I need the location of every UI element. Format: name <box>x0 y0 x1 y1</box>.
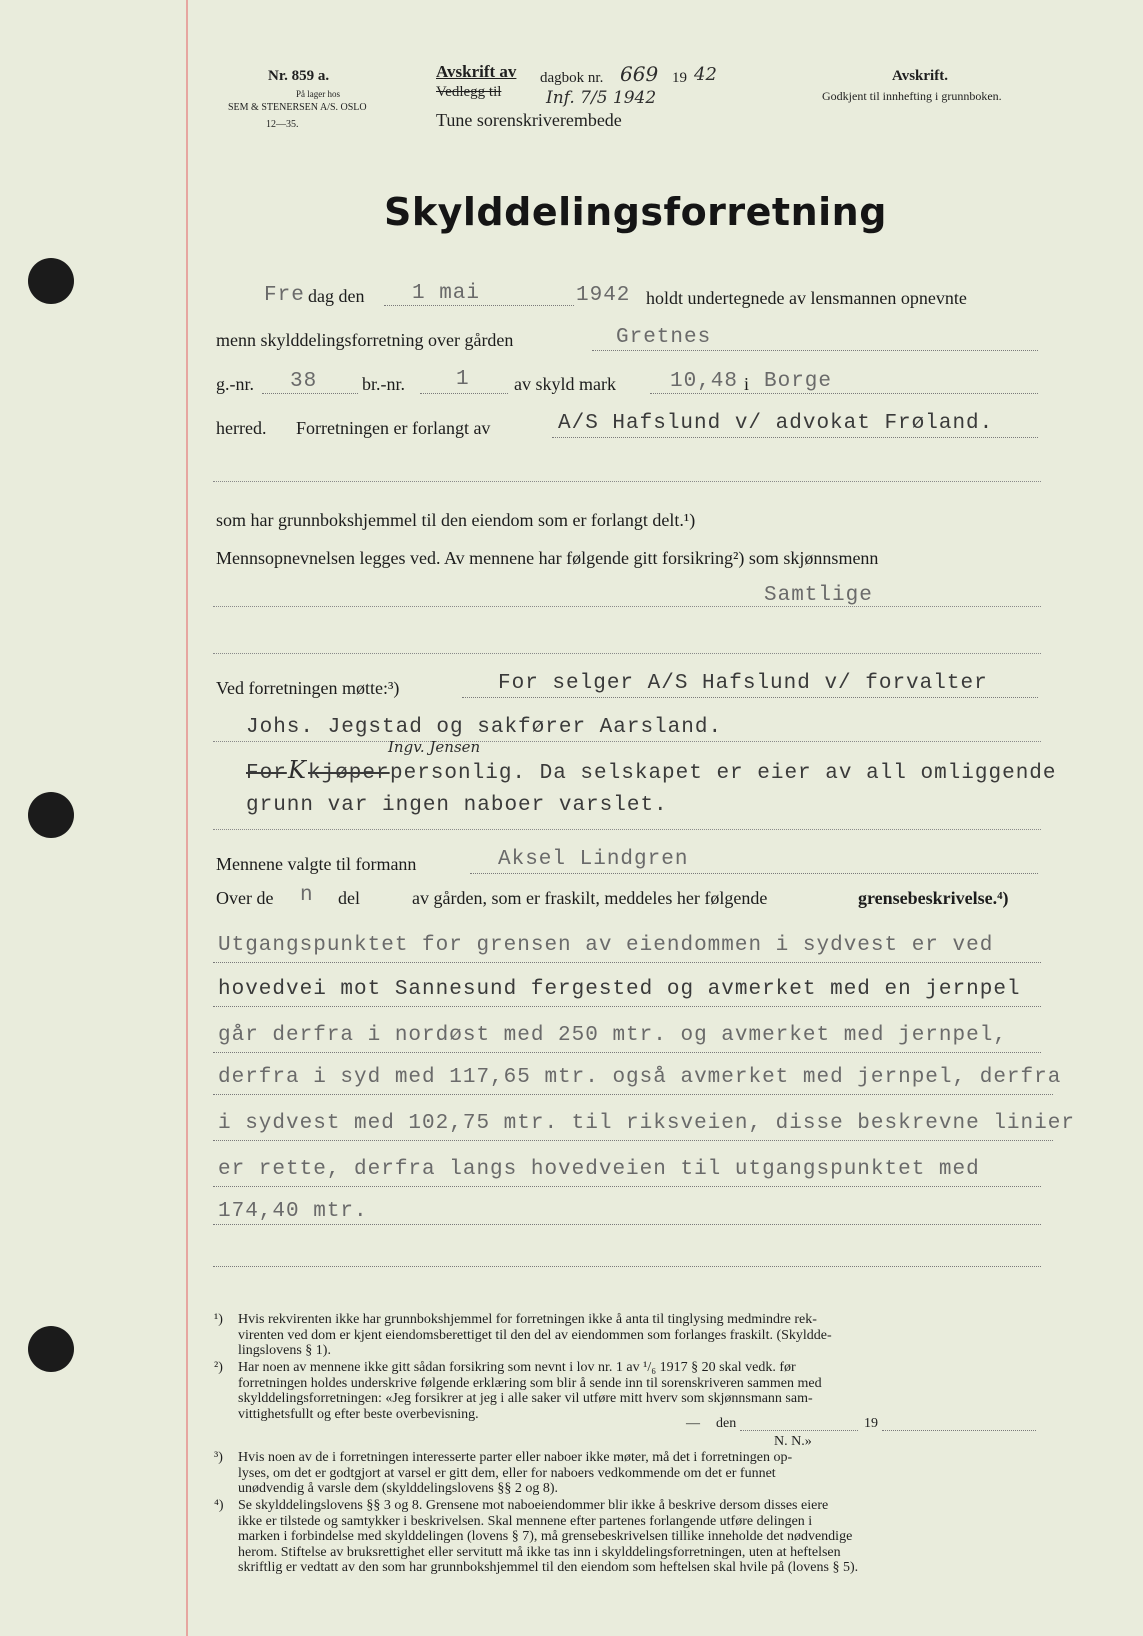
attendees-line1: For selger A/S Hafslund v/ forvalter <box>498 672 988 695</box>
printer-line-1: På lager hos <box>296 89 340 99</box>
footnote-line: herom. Stiftelse av bruksrettighet eller servitutt må ikke tas inn i skylddelingsforretningen, uten at heftelsen <box>238 1544 841 1560</box>
dagbok-label: dagbok nr. <box>540 70 604 86</box>
footnote-line: vittighetsfullt og efter beste overbevisning. <box>238 1406 479 1422</box>
description-line: går derfra i nordøst med 250 mtr. og avmerket med jernpel, <box>218 1024 1007 1047</box>
footnote-line: Hvis noen av de i forretningen interesserte parter eller naboer ikke møter, må det i forretningen op- <box>238 1450 793 1465</box>
avskrift-av-label: Avskrift av <box>436 62 517 81</box>
footnote-2 <box>214 1360 822 1422</box>
skyld-label: av skyld mark <box>514 374 616 394</box>
del-label: del <box>338 888 360 908</box>
printer-line-3: 12—35. <box>266 119 299 130</box>
description-line: i sydvest med 102,75 mtr. til riksveien, disse beskrevne linier <box>218 1112 1075 1135</box>
skjonnsmenn-value: Samtlige <box>764 584 873 607</box>
attendees-line3: personlig. Da selskapet er eier av all omliggende <box>390 762 1057 785</box>
signature-year: 19 <box>864 1416 878 1431</box>
herred-label: herred. <box>216 418 267 438</box>
line9-text: av gården, som er fraskilt, meddeles her følgende <box>412 888 768 908</box>
footnote-line: virenten ved dom er kjent eiendomsberettiget til den del av eiendommen som forlanges fraskilt. (Skyldde- <box>238 1327 832 1343</box>
i-label: i <box>744 374 750 394</box>
footnote-num: ⁴) <box>214 1498 224 1513</box>
footnote-line: unødvendig å varsle dem (skylddelingslovens §§ 2 og 8). <box>238 1481 559 1497</box>
grensebeskrivelse-label: grensebeskrivelse.⁴) <box>858 888 1009 908</box>
skyld-value: 10,48 <box>670 370 739 393</box>
struck-kjoper: kjøper <box>308 762 390 785</box>
attendees-line2: Johs. Jegstad og sakfører Aarsland. <box>246 716 723 739</box>
footnote-line: lingslovens § 1). <box>238 1343 331 1359</box>
footnote-line: skylddelingsforretningen: «Jeg forsikrer at jeg i alle saker vil utføre mitt hverv som skjønnsmann sam- <box>238 1391 813 1407</box>
gnr-value: 38 <box>290 370 318 393</box>
punch-hole-2 <box>28 792 74 838</box>
footnote-num: ²) <box>214 1360 223 1375</box>
struck-for: For <box>246 762 287 785</box>
footnote-line: ikke er tilstede og samtykker i beskrivelsen. Skal mennene efter partenes forlangende utføre delingen i <box>238 1513 813 1529</box>
footnote-line: forretningen holdes underskrive følgende erklæring som blir å sende inn til sorenskriveren sammen med <box>238 1375 822 1391</box>
line6-text: Mennsopnevnelsen legges ved. Av mennene har følgende gitt forsikring²) som skjønnsmenn <box>216 548 879 568</box>
part-value: n <box>300 884 314 907</box>
punch-hole-1 <box>28 258 74 304</box>
formann-label: Mennene valgte til formann <box>216 854 417 874</box>
day-prefix: Fre <box>264 284 305 307</box>
mote-label: Ved forretningen møtte:³) <box>216 678 400 698</box>
footnote-line: Hvis rekvirenten ikke har grunnbokshjemmel for forretningen ikke å anta til tinglysing medmindre rek- <box>238 1312 817 1327</box>
office-name: Tune sorenskriverembede <box>436 110 622 130</box>
description-line: er rette, derfra langs hovedveien til utgangspunktet med <box>218 1158 980 1181</box>
description-line: Utgangspunktet for grensen av eiendommen i sydvest er ved <box>218 934 994 957</box>
footnote-line: Har noen av mennene ikke gitt sådan forsikring som nevnt i lov nr. 1 av ¹/₆ 1917 § 20 skal vedk. før <box>238 1360 796 1375</box>
farm-name: Gretnes <box>616 326 712 349</box>
over-de-label: Over de <box>216 888 274 908</box>
date-value: 1 mai <box>412 282 481 305</box>
footnote-3 <box>214 1450 793 1497</box>
margin-rule <box>186 0 188 1636</box>
requester: A/S Hafslund v/ advokat Frøland. <box>558 412 994 435</box>
signature-den: den <box>716 1416 737 1431</box>
footnote-4 <box>214 1498 859 1576</box>
gnr-label: g.-nr. <box>216 374 254 394</box>
attendees-line4: grunn var ingen naboer varslet. <box>246 794 668 817</box>
footnote-1 <box>214 1312 832 1359</box>
signature-nn: N. N.» <box>774 1434 812 1449</box>
handwritten-k: K <box>288 756 306 784</box>
vedlegg-til-label: Vedlegg til <box>436 84 502 100</box>
dagbok-number: 669 <box>620 62 659 86</box>
municipality: Borge <box>764 370 833 393</box>
line1-suffix: holdt undertegnede av lensmannen opnevnte <box>646 288 967 308</box>
footnote-line: skriftlig er vedtatt av den som har grunnbokshjemmel til den eiendom som heftelsen skal hvile på (lovens § 5). <box>238 1560 859 1576</box>
footnote-line: Se skylddelingslovens §§ 3 og 8. Grensene mot naboeiendommer blir ikke å beskrive dersom disses eiere <box>238 1498 829 1513</box>
form-number: Nr. 859 a. <box>268 68 330 84</box>
description-line: derfra i syd med 117,65 mtr. også avmerket med jernpel, derfra <box>218 1066 1062 1089</box>
description-line: hovedvei mot Sannesund fergested og avmerket med en jernpel <box>218 978 1021 1001</box>
forlangt-label: Forretningen er forlangt av <box>296 418 491 438</box>
approval-note: Godkjent til innhefting i grunnboken. <box>822 89 1002 103</box>
footnote-line: lyses, om det er godtgjort at varsel er gitt dem, eller for naboers vedkommende om det er funnet <box>238 1465 776 1481</box>
signature-dash: — <box>686 1416 700 1431</box>
punch-hole-3 <box>28 1326 74 1372</box>
dag-den-label: dag den <box>308 286 365 306</box>
handwritten-insert: Ingv. Jensen <box>388 738 481 756</box>
brnr-value: 1 <box>456 368 470 391</box>
year-prefix: 19 <box>672 70 687 86</box>
handwritten-date: Inf. 7/5 1942 <box>546 88 657 108</box>
year-value: 1942 <box>576 284 631 307</box>
year-suffix: 42 <box>694 64 717 85</box>
brnr-label: br.-nr. <box>362 374 405 394</box>
formann-value: Aksel Lindgren <box>498 848 689 871</box>
avskrift-stamp: Avskrift. <box>892 68 948 84</box>
line2-text: menn skylddelingsforretning over gården <box>216 330 514 350</box>
description-line: 174,40 mtr. <box>218 1200 368 1223</box>
line5-text: som har grunnbokshjemmel til den eiendom som er forlangt delt.¹) <box>216 510 696 530</box>
document-title: Skylddelingsforretning <box>384 190 887 234</box>
footnote-line: marken i forbindelse med skylddelingen (lovens § 7), må grensebeskrivelsen tillike inneholde det nødvendige <box>238 1529 853 1545</box>
footnote-num: ³) <box>214 1450 223 1465</box>
printer-line-2: SEM & STENERSEN A/S. OSLO <box>228 102 367 113</box>
footnote-num: ¹) <box>214 1312 223 1327</box>
